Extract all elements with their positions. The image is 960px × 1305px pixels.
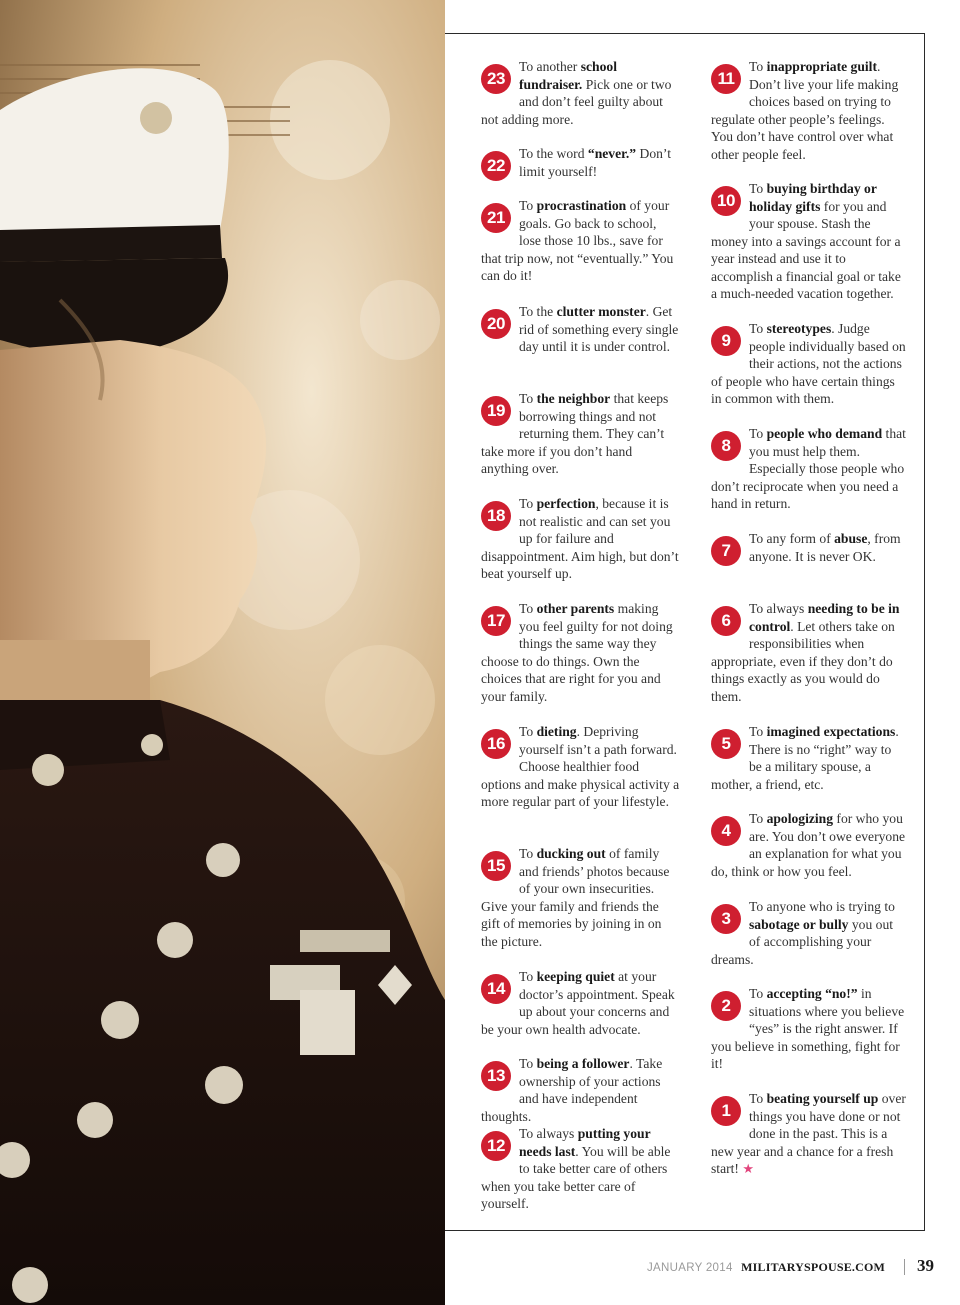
item-number-badge: 7 [711, 536, 741, 566]
item-bold-text: apologizing [766, 811, 834, 826]
list-item [481, 968, 681, 1038]
item-bold-text: beating yourself up [766, 1091, 879, 1106]
item-lead-text: To [519, 846, 537, 861]
item-number-badge: 16 [481, 729, 511, 759]
item-number-badge: 20 [481, 309, 511, 339]
item-number-badge: 13 [481, 1061, 511, 1091]
item-body-text: . Let others take on responsibilities when appropriate, even if they don’t do things exactly as you would do them. [711, 618, 895, 704]
item-lead-text: To any form of [749, 531, 835, 546]
item-lead-text: To always [749, 601, 808, 616]
item-bold-text: buying birthday or holiday gifts [749, 181, 877, 214]
footer-divider [904, 1259, 905, 1275]
list-item [711, 1090, 906, 1178]
item-bold-text: needing to be in control [749, 601, 900, 634]
item-lead-text: To the [519, 304, 557, 319]
list-item [481, 197, 681, 285]
item-lead-text: To [749, 181, 767, 196]
list-item [711, 600, 906, 705]
item-lead-text: To [749, 811, 767, 826]
item-body-text: Don’t limit yourself! [519, 146, 671, 179]
item-number-badge: 15 [481, 851, 511, 881]
item-number-badge: 22 [481, 151, 511, 181]
item-number-badge: 21 [481, 203, 511, 233]
item-bold-text: keeping quiet [536, 969, 615, 984]
item-body-text: Pick one or two and don’t feel guilty about not adding more. [481, 76, 672, 127]
item-lead-text: To [749, 1091, 767, 1106]
item-lead-text: To [519, 496, 537, 511]
item-number-badge: 17 [481, 606, 511, 636]
list-item [481, 723, 681, 811]
item-body-text: for who you are. You don’t owe everyone an explanation for what you do, think or how you feel. [711, 811, 906, 879]
item-body-text: for you and your spouse. Stash the money into a savings account for a year instead and use it to accomplish a financial goal or take a much-needed vacation together. [711, 198, 901, 301]
item-number-badge: 6 [711, 606, 741, 636]
item-lead-text: To [519, 969, 537, 984]
list-item [481, 495, 681, 583]
item-bold-text: putting your needs last [519, 1126, 651, 1159]
page-footer [647, 1256, 934, 1276]
item-bold-text: being a follower [536, 1056, 630, 1071]
item-body-text: , because it is not realistic and can set you up for failure and disappointment. Aim high, but don’t beat yourself up. [481, 496, 679, 581]
list-item [711, 320, 906, 408]
item-bold-text: ducking out [536, 846, 606, 861]
item-lead-text: To [519, 1056, 537, 1071]
item-bold-text: abuse [834, 531, 868, 546]
item-body-text: . Don’t live your life making choices based on trying to regulate other people’s feelings. You don’t have control over what other people feel. [711, 59, 899, 162]
list-item [711, 180, 906, 303]
item-number-badge: 1 [711, 1096, 741, 1126]
item-lead-text: To [749, 426, 767, 441]
item-lead-text: To always [519, 1126, 578, 1141]
item-body-text: . Get rid of something every single day until it is under control. [519, 304, 679, 354]
item-number-badge: 14 [481, 974, 511, 1004]
item-lead-text: To [749, 59, 767, 74]
item-bold-text: inappropriate guilt [766, 59, 877, 74]
item-number-badge: 12 [481, 1131, 511, 1161]
item-body-text: that you must help them. Especially those people who don’t reciprocate when you need a hand in return. [711, 426, 906, 511]
item-bold-text: stereotypes [766, 321, 832, 336]
item-bold-text: accepting “no!” [766, 986, 858, 1001]
item-bold-text: imagined expectations [766, 724, 896, 739]
website-name: MILITARYSPOUSE.COM [741, 1260, 886, 1274]
item-body-text: of family and friends’ photos because of your own insecurities. Give your family and friends the gift of memories by joining in on the picture. [481, 846, 670, 949]
item-lead-text: To the word [519, 146, 588, 161]
item-lead-text: To another [519, 59, 581, 74]
item-bold-text: procrastination [536, 198, 627, 213]
item-number-badge: 2 [711, 991, 741, 1021]
item-lead-text: To [519, 198, 537, 213]
list-item [711, 898, 906, 968]
issue-date: JANUARY 2014 [647, 1262, 733, 1274]
item-lead-text: To anyone who is trying to [749, 899, 895, 914]
item-body-text: making you feel guilty for not doing things the same way they choose to do things. Own the choices that are right for you and your family. [481, 601, 673, 704]
item-body-text: that keeps borrowing things and not returning them. They can’t take more if you don’t hand anything over. [481, 391, 669, 476]
item-body-text: in situations where you believe “yes” is the right answer. If you believe in something, fight for it! [711, 986, 905, 1071]
item-body-text: at your doctor’s appointment. Speak up about your concerns and be your own health advocate. [481, 969, 675, 1037]
list-item [481, 1055, 681, 1125]
item-number-badge: 9 [711, 326, 741, 356]
item-bold-text: sabotage or bully [749, 916, 849, 932]
list-item [481, 58, 681, 128]
list-item [711, 425, 906, 513]
item-body-text: , from anyone. It is never OK. [749, 531, 901, 564]
list-item [481, 145, 681, 181]
list-item [481, 600, 681, 705]
list-item [481, 1125, 681, 1213]
item-bold-text: other parents [536, 601, 615, 616]
item-body-text: . Judge people individually based on their actions, not the actions of people who have certain things in common with them. [711, 321, 906, 406]
marine-portrait-image [0, 0, 445, 1305]
item-bold-text: perfection [536, 496, 596, 511]
item-number-badge: 8 [711, 431, 741, 461]
item-number-badge: 23 [481, 64, 511, 94]
item-body-text: over things you have done or not done in the past. This is a new year and a chance for a fresh start! [711, 1091, 906, 1176]
item-number-badge: 3 [711, 904, 741, 934]
item-bold-text: dieting [536, 724, 577, 739]
item-number-badge: 19 [481, 396, 511, 426]
item-bold-text: clutter monster [556, 304, 646, 319]
list-item [711, 58, 906, 163]
item-lead-text: To [519, 391, 537, 406]
item-lead-text: To [519, 724, 537, 739]
list-item [711, 810, 906, 880]
list-item [711, 723, 906, 793]
item-number-badge: 18 [481, 501, 511, 531]
item-body-text: you out of accomplishing your dreams. [711, 916, 894, 967]
item-lead-text: To [749, 321, 767, 336]
star-icon: ★ [742, 1161, 754, 1176]
page-number: 39 [916, 1256, 934, 1275]
item-bold-text: “never.” [587, 146, 637, 161]
item-lead-text: To [519, 601, 537, 616]
list-item [481, 390, 681, 478]
item-lead-text: To [749, 986, 767, 1001]
list-item [711, 985, 906, 1073]
list-item [481, 303, 681, 356]
item-bold-text: people who demand [766, 426, 883, 441]
item-body-text: . Take ownership of your actions and have independent thoughts. [481, 1056, 663, 1124]
item-bold-text: the neighbor [536, 391, 611, 406]
item-body-text: . Depriving yourself isn’t a path forward. Choose healthier food options and make physical activity a more regular part of your lifestyle. [481, 724, 680, 809]
list-item [481, 845, 681, 950]
item-number-badge: 10 [711, 186, 741, 216]
item-body-text: . You will be able to take better care of others when you take better care of yourself. [481, 1143, 671, 1211]
item-body-text: of your goals. Go back to school, lose those 10 lbs., save for that trip now, not “eventually.” You can do it! [481, 198, 674, 283]
item-number-badge: 4 [711, 816, 741, 846]
item-number-badge: 5 [711, 729, 741, 759]
item-bold-text: school fundraiser. [519, 59, 617, 92]
list-item [711, 530, 906, 566]
item-lead-text: To [749, 724, 767, 739]
item-number-badge: 11 [711, 64, 741, 94]
item-body-text: . There is no “right” way to be a military spouse, a mother, a friend, etc. [711, 724, 899, 792]
